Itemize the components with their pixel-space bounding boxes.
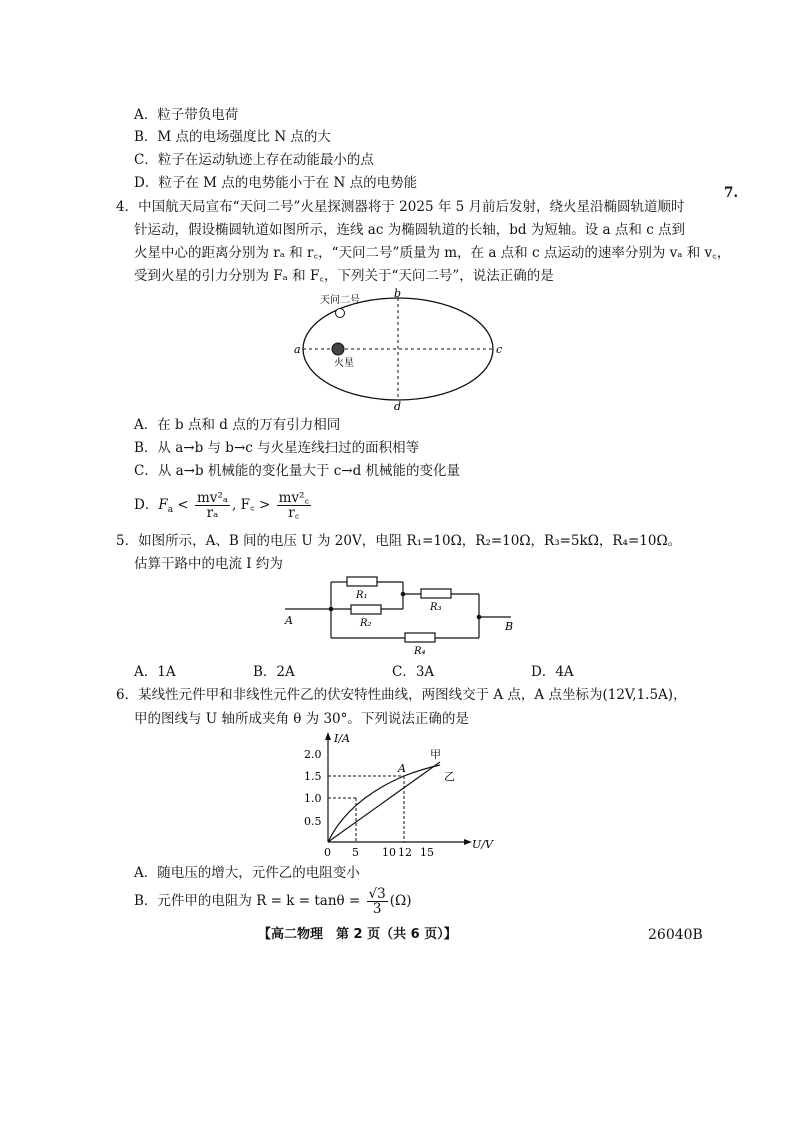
- xtick-10: 10: [382, 846, 396, 859]
- q5-stem-line2: 估算干路中的电流 I 约为: [134, 556, 283, 572]
- point-c-label: c: [496, 343, 503, 356]
- ytick-2-0: 2.0: [304, 748, 322, 761]
- q5-option-c: C．3A: [392, 664, 435, 680]
- q4-option-c: C．从 a→b 机械能的变化量大于 c→d 机械能的变化量: [134, 463, 461, 479]
- point-b-label: b: [394, 288, 402, 300]
- paper-code: 26040B: [648, 927, 703, 943]
- circuit-diagram: [283, 572, 518, 656]
- q4-option-a: A．在 b 点和 d 点的万有引力相同: [134, 417, 341, 433]
- ytick-1-0: 1.0: [304, 792, 322, 805]
- r2-label: R₂: [360, 618, 372, 629]
- q4-d-den2: r꜀: [288, 505, 300, 521]
- q6-stem-line2: 甲的图线与 U 轴所成夹角 θ 为 30°。下列说法正确的是: [134, 711, 469, 727]
- q4-d-den1: rₐ: [206, 505, 219, 521]
- q6-stem-line1: 6．某线性元件甲和非线性元件乙的伏安特性曲线，两图线交于 A 点，A 点坐标为(12V,1.5A)，: [116, 687, 687, 703]
- q4-d-prefix: D．: [134, 497, 159, 513]
- r4-label: R₄: [414, 646, 426, 656]
- side-question-number: 7.: [724, 185, 739, 201]
- ytick-0-5: 0.5: [304, 815, 322, 828]
- q4-d-num1: mv²ₐ: [196, 490, 229, 506]
- q4-option-d: [134, 490, 313, 525]
- q5-option-d: D．4A: [531, 664, 574, 680]
- q4-d-sub-a: a: [167, 505, 174, 515]
- q6-b-den: 3: [372, 901, 382, 917]
- q3-option-a: A．粒子带负电荷: [134, 107, 239, 123]
- resistor-r3: [421, 589, 451, 598]
- point-d-label: d: [394, 400, 402, 410]
- q4-stem-line2: 针运动，假设椭圆轨道如图所示，连线 ac 为椭圆轨道的长轴，bd 为短轴。设 a 点和 c 点到: [134, 222, 686, 238]
- xtick-5: 5: [352, 846, 359, 859]
- q3-option-c: C．粒子在运动轨迹上存在动能最小的点: [134, 152, 374, 168]
- q3-option-b: B．M 点的电场强度比 N 点的大: [134, 129, 331, 145]
- q4-stem-line1: 4．中国航天局宣布“天问二号”火星探测器将于 2025 年 5 月前后发射，绕火星沿椭圆轨道顺时: [116, 199, 685, 215]
- y-axis-label: I/A: [334, 732, 350, 745]
- resistor-r1: [347, 577, 377, 586]
- resistor-r2: [351, 605, 381, 614]
- q4-stem-line3: 火星中心的距离分别为 rₐ 和 r꜀，“天问二号”质量为 m，在 a 点和 c 点运动的速率分别为 vₐ 和 v꜀，: [134, 245, 731, 261]
- probe-body: [336, 309, 345, 318]
- terminal-b-label: B: [505, 620, 514, 633]
- xtick-12: 12: [398, 846, 412, 859]
- mars-body: [332, 343, 344, 355]
- mars-label: 火星: [334, 358, 354, 369]
- iv-graph: [298, 728, 526, 860]
- orbit-diagram: [290, 288, 515, 410]
- resistor-r4: [405, 633, 435, 642]
- q6-option-b: [134, 886, 411, 916]
- r3-label: R₃: [430, 602, 442, 613]
- q4-d-fraction-2: [277, 491, 312, 520]
- q4-d-fa: F: [158, 497, 168, 513]
- ytick-1-5: 1.5: [304, 770, 322, 783]
- xtick-0: 0: [324, 846, 331, 859]
- point-a-label: a: [294, 343, 301, 356]
- q6-b-prefix: B．元件甲的电阻为 R = k = tanθ =: [134, 893, 361, 909]
- probe-label: 天问二号: [320, 295, 360, 306]
- q4-d-lt: <: [177, 497, 189, 513]
- r1-label: R₁: [356, 590, 368, 601]
- q4-option-b: B．从 a→b 与 b→c 与火星连线扫过的面积相等: [134, 440, 420, 456]
- q4-d-mid: , F꜀ >: [232, 497, 271, 513]
- curve-jia-line: [328, 762, 440, 842]
- x-axis-label: U/V: [472, 838, 493, 851]
- q4-stem-line4: 受到火星的引力分别为 Fₐ 和 F꜀，下列关于“天问二号”，说法正确的是: [134, 268, 554, 284]
- q6-b-fraction: [367, 887, 388, 916]
- q5-option-a: A．1A: [134, 664, 176, 680]
- q4-d-fraction-1: [195, 491, 230, 520]
- q4-d-num2: mv²꜀: [278, 490, 310, 506]
- q6-b-suffix: (Ω): [389, 893, 412, 909]
- q6-option-a: A．随电压的增大，元件乙的电阻变小: [134, 865, 360, 881]
- curve-yi-label: 乙: [444, 770, 455, 783]
- q5-stem-line1: 5．如图所示，A、B 间的电压 U 为 20V，电阻 R₁=10Ω，R₂=10Ω，R₃=5kΩ，R₄=10Ω。: [116, 533, 682, 549]
- page-footer: 【高二物理 第 2 页（共 6 页）】: [258, 927, 457, 942]
- curve-jia-label: 甲: [430, 748, 441, 761]
- q6-b-num: √3: [368, 886, 386, 902]
- xtick-15: 15: [420, 846, 434, 859]
- q5-option-b: B．2A: [253, 664, 295, 680]
- terminal-a-label: A: [285, 614, 293, 627]
- q3-option-d: D．粒子在 M 点的电势能小于在 N 点的电势能: [134, 175, 418, 191]
- point-a-label: A: [398, 762, 406, 775]
